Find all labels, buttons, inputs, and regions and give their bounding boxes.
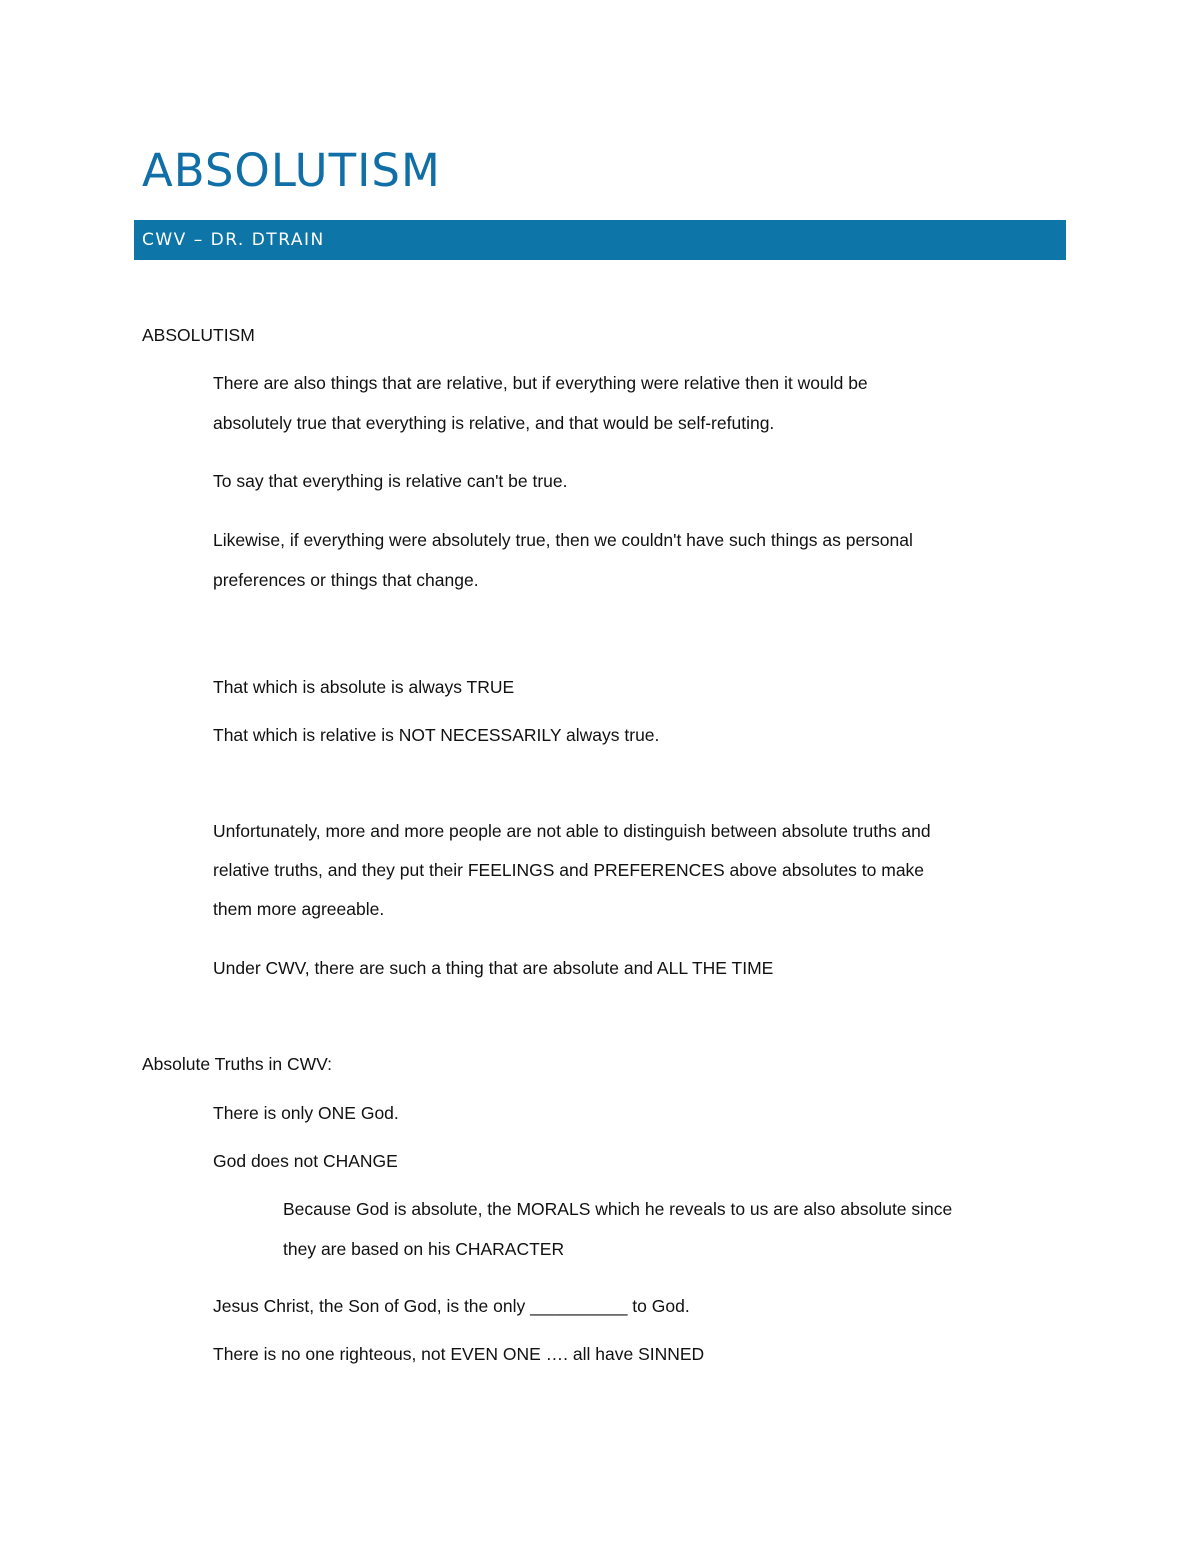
section-heading-absolute-truths: Absolute Truths in CWV: [142, 1054, 332, 1074]
paragraph-relative-line-2: absolutely true that everything is relative, and that would be self-refuting. [213, 413, 775, 433]
truth-subitem-morals-line-2: they are based on his CHARACTER [283, 1239, 565, 1259]
paragraph-unfortunately-line-3: them more agreeable. [213, 899, 385, 919]
paragraph-under-cwv: Under CWV, there are such a thing that are absolute and ALL THE TIME [213, 958, 774, 978]
truth-item-jesus-christ: Jesus Christ, the Son of God, is the only __________ to God. [213, 1296, 690, 1316]
paragraph-likewise-line-2: preferences or things that change. [213, 570, 479, 590]
paragraph-likewise-line-1: Likewise, if everything were absolutely true, then we couldn't have such things as personal [213, 530, 913, 550]
truth-item-god-does-not-change: God does not CHANGE [213, 1151, 398, 1171]
statement-absolute-true: That which is absolute is always TRUE [213, 677, 515, 697]
statement-relative-not-necessarily: That which is relative is NOT NECESSARILY always true. [213, 725, 660, 745]
document-subtitle: CWV – DR. DTRAIN [142, 230, 325, 250]
paragraph-unfortunately-line-2: relative truths, and they put their FEELINGS and PREFERENCES above absolutes to make [213, 860, 925, 880]
truth-item-no-one-righteous: There is no one righteous, not EVEN ONE …. all have SINNED [213, 1344, 705, 1364]
paragraph-unfortunately-line-1: Unfortunately, more and more people are not able to distinguish between absolute truths and [213, 821, 931, 841]
subtitle-band [134, 220, 1066, 260]
truth-item-one-god: There is only ONE God. [213, 1103, 399, 1123]
paragraph-cant-be-true: To say that everything is relative can't be true. [213, 471, 568, 491]
paragraph-relative-line-1: There are also things that are relative, but if everything were relative then it would be [213, 373, 868, 393]
truth-subitem-morals-line-1: Because God is absolute, the MORALS which he reveals to us are also absolute since [283, 1199, 953, 1219]
section-heading-absolutism: ABSOLUTISM [142, 325, 255, 345]
document-title: ABSOLUTISM [142, 144, 441, 197]
